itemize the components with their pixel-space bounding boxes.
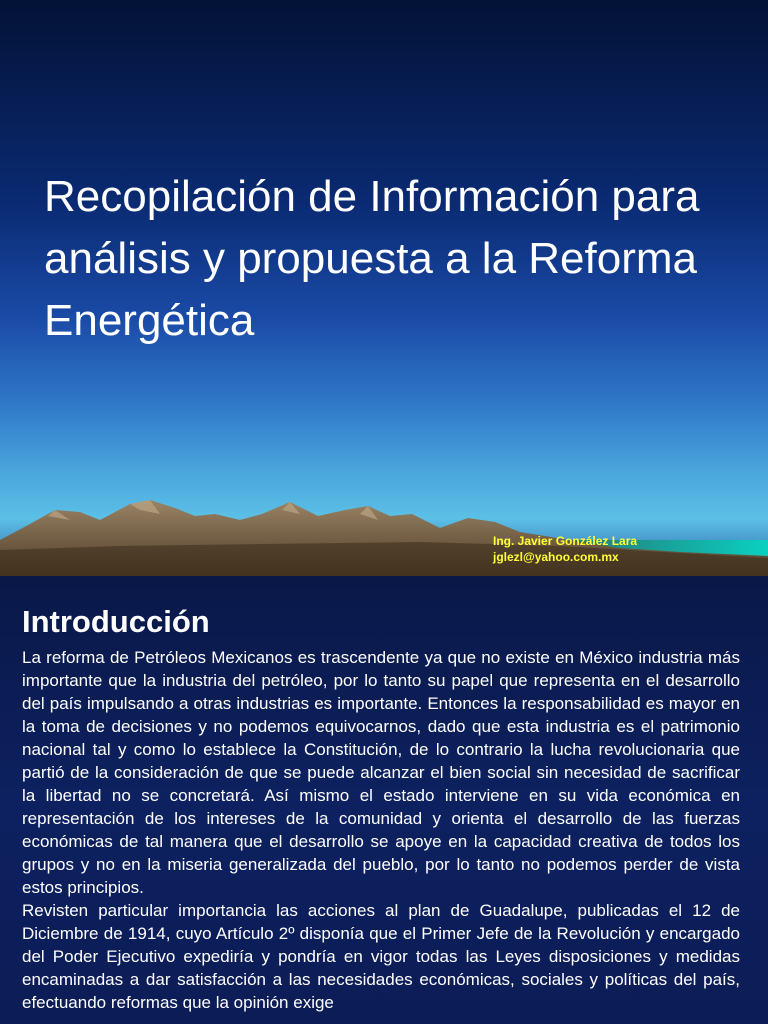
mountain-landscape-illustration bbox=[0, 480, 768, 576]
body-paragraph: Revisten particular importancia las acciones al plan de Guadalupe, publicadas el 12 de Diciembre de 1914, cuyo Artículo 2º disponía que el Primer Jefe de la Revolución y encargado del Poder Ejecutivo expediría y pondría en vigor todas las Leyes disposiciones y medidas encaminadas a dar satisfacción a las necesidades económicas, sociales y políticas del país, efectuando reformas que la opinión exige bbox=[22, 901, 740, 1012]
author-name: Ing. Javier González Lara bbox=[493, 534, 638, 548]
section-heading: Introducción bbox=[22, 604, 210, 639]
introduction-body bbox=[22, 646, 740, 1014]
body-paragraph: La reforma de Petróleos Mexicanos es trascendente ya que no existe en México industria más importante que la industria del petróleo, por lo tanto su papel que representa en el desarrollo del país impulsando a otras industrias es importante. Entonces la responsabilidad es mayor en la toma de decisiones y no podemos equivocarnos, dado que esta industria es el patrimonio nacional tal y como lo establece la Constitución, de lo contrario la lucha revolucionaria que partió de la consideración de que se puede alcanzar el bien social sin necesidad de sacrificar la libertad no se concretará. Así mismo el estado interviene en su vida económica en representación de los intereses de la comunidad y orienta el desarrollo de las fuerzas económicas de tal manera que el desarrollo se apoye en la capacidad creativa de todos los grupos y no en la miseria generalizada del pueblo, por lo tanto no podemos perder de vista estos principios. bbox=[22, 648, 740, 897]
introduction-slide bbox=[0, 576, 768, 1024]
author-email: jglezl@yahoo.com.mx bbox=[493, 550, 619, 564]
slide-title: Recopilación de Información para análisis y propuesta a la Reforma Energética bbox=[44, 172, 700, 345]
author-info bbox=[493, 533, 637, 565]
